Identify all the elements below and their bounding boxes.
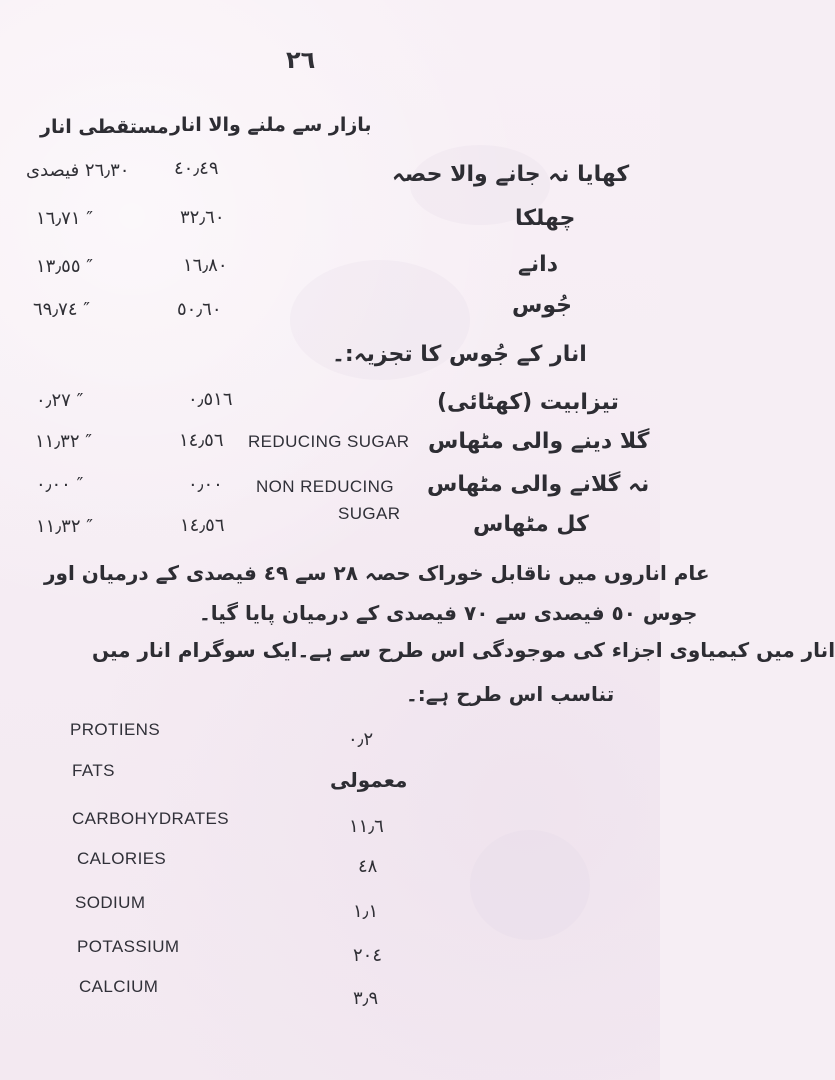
analysis-value-2: ١١٫٣٢ ″ xyxy=(35,431,92,452)
analysis-value-1: ١٤٫٥٦ xyxy=(180,515,225,536)
row-value-market: ٣٢٫٦٠ xyxy=(180,207,225,228)
paragraph-line-2: جوس ٥٠ فیصدی سے ٧٠ فیصدی کے درمیان پایا گیا۔ xyxy=(199,601,698,625)
analysis-row-english: NON REDUCING xyxy=(256,477,394,496)
analysis-row-label: نہ گلانے والی مٹھاس xyxy=(427,472,650,497)
row-value-market: ٥٠٫٦٠ xyxy=(177,299,222,320)
nutrient-value: ٣٫٩ xyxy=(353,988,379,1009)
analysis-value-2: ١١٫٣٢ ″ xyxy=(36,516,93,537)
analysis-value-1: ٠٫٠٠ xyxy=(188,474,223,495)
header-left-label: مستقطی انار xyxy=(40,116,169,138)
nutrient-value: ١٫١ xyxy=(353,901,379,922)
nutrient-name: CALCIUM xyxy=(79,977,159,996)
nutrient-name: FATS xyxy=(72,761,115,780)
row-value-mustaqti: ٢٦٫٣٠ فیصدی xyxy=(26,160,130,181)
analysis-row-english: REDUCING SUGAR xyxy=(248,432,410,451)
row-value-mustaqti: ١٦٫٧١ ″ xyxy=(36,208,93,229)
analysis-value-2: ٠٫٠٠ ″ xyxy=(36,474,84,495)
paragraph-line-3: انار میں کیمیاوی اجزاء کی موجودگی اس طرح سے ہے۔ایک سوگرام انار میں xyxy=(92,638,835,662)
nutrient-value: ٤٨ xyxy=(358,856,378,877)
section-title: انار کے جُوس کا تجزیہ:۔ xyxy=(332,342,587,367)
row-value-mustaqti: ١٣٫٥٥ ″ xyxy=(36,256,93,277)
page-number: ٢٦ xyxy=(286,46,316,74)
nutrient-name: POTASSIUM xyxy=(77,937,180,956)
analysis-value-1: ١٤٫٥٦ xyxy=(179,430,224,451)
row-label: دانے xyxy=(518,252,558,277)
analysis-value-2: ٠٫٢٧ ″ xyxy=(36,390,84,411)
paragraph-line-1: عام اناروں میں ناقابل خوراک حصہ ٢٨ سے ٤٩ فیصدی کے درمیان اور xyxy=(44,561,710,585)
row-value-market: ١٦٫٨٠ xyxy=(183,255,228,276)
paper-stain xyxy=(470,830,590,940)
paragraph-line-4: تناسب اس طرح ہے:۔ xyxy=(406,682,615,706)
nutrient-value: ٢٠٤ xyxy=(353,945,383,966)
row-value-mustaqti: ٦٩٫٧٤ ″ xyxy=(33,299,90,320)
nutrient-name: CALORIES xyxy=(77,849,167,868)
nutrient-value: ٠٫٢ xyxy=(348,729,374,750)
analysis-row-label: تیزابیت (کھٹائی) xyxy=(437,390,619,415)
nutrient-value: ١١٫٦ xyxy=(349,816,384,837)
nutrient-value: معمولی xyxy=(330,768,408,792)
row-label: چھلکا xyxy=(515,206,576,231)
row-label: جُوس xyxy=(512,293,573,318)
nutrient-name: SODIUM xyxy=(75,893,146,912)
analysis-row-label: کل مٹھاس xyxy=(473,512,589,537)
header-right-label: بازار سے ملنے والا انار xyxy=(170,114,372,136)
analysis-value-1: ٠٫٥١٦ xyxy=(188,389,233,410)
nutrient-name: PROTIENS xyxy=(70,720,161,739)
row-label: کھایا نہ جانے والا حصہ xyxy=(392,162,630,187)
analysis-row-english: SUGAR xyxy=(338,504,401,523)
row-value-market: ٤٠٫٤٩ xyxy=(174,158,219,179)
analysis-row-label: گلا دینے والی مٹھاس xyxy=(428,429,650,454)
nutrient-name: CARBOHYDRATES xyxy=(72,809,229,828)
